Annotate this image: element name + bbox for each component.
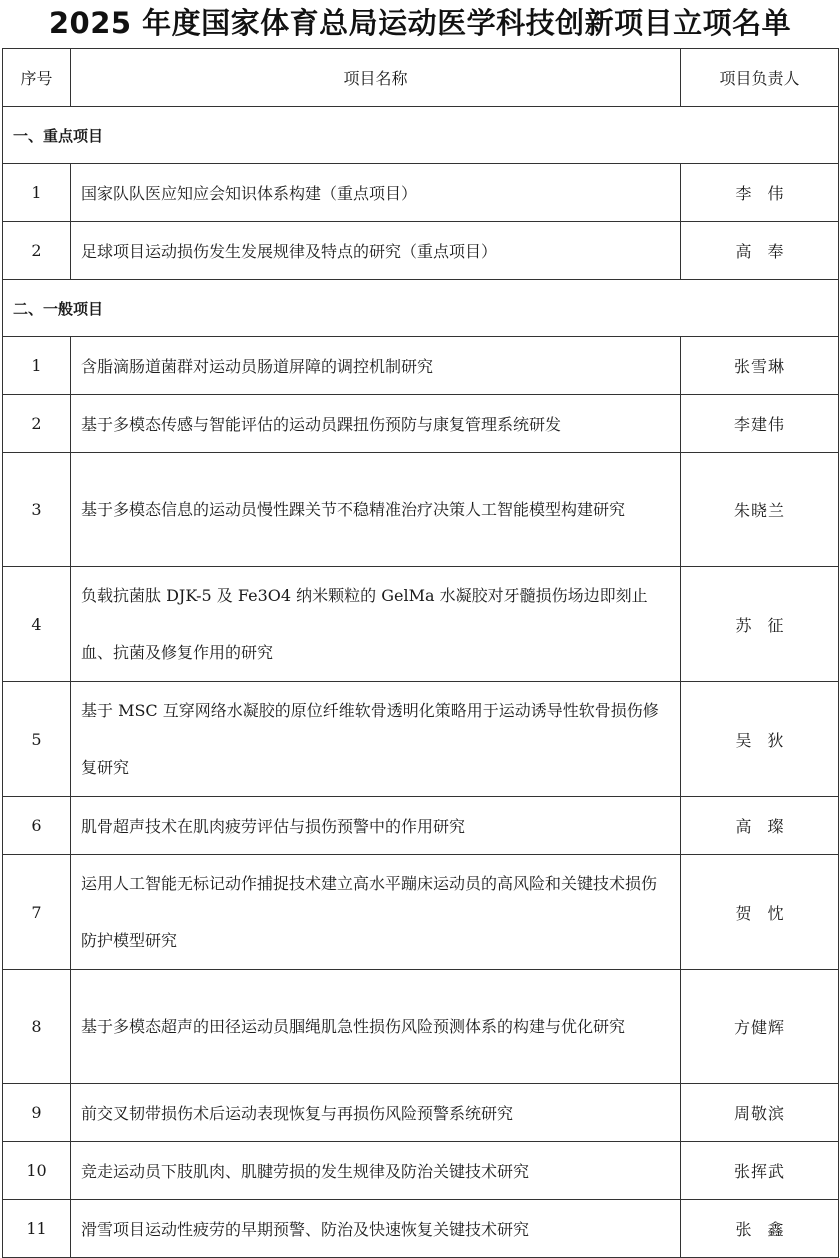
header-project-lead: 项目负责人 [681,49,839,107]
project-lead: 高 奉 [681,222,839,280]
project-lead: 李 伟 [681,164,839,222]
project-table [2,48,839,1258]
section-row-key-projects [3,107,839,164]
row-number: 9 [3,1084,71,1142]
header-number: 序号 [3,49,71,107]
row-number: 4 [3,567,71,682]
project-lead: 贺 忱 [681,855,839,970]
section-row-general-projects [3,280,839,337]
table-row [3,855,839,970]
row-number: 2 [3,395,71,453]
project-name: 运用人工智能无标记动作捕捉技术建立高水平蹦床运动员的高风险和关键技术损伤防护模型研究 [71,855,681,970]
table-row [3,222,839,280]
project-lead: 吴 狄 [681,682,839,797]
row-number: 6 [3,797,71,855]
document-title: 2025 年度国家体育总局运动医学科技创新项目立项名单 [48,6,792,40]
section-title: 二、一般项目 [3,280,839,337]
project-name: 足球项目运动损伤发生发展规律及特点的研究（重点项目） [71,222,681,280]
table-row [3,395,839,453]
row-number: 1 [3,164,71,222]
project-lead: 张雪琳 [681,337,839,395]
table-row [3,970,839,1084]
row-number: 2 [3,222,71,280]
project-name: 滑雪项目运动性疲劳的早期预警、防治及快速恢复关键技术研究 [71,1200,681,1258]
project-name: 含脂滴肠道菌群对运动员肠道屏障的调控机制研究 [71,337,681,395]
table-row [3,797,839,855]
project-name: 肌骨超声技术在肌肉疲劳评估与损伤预警中的作用研究 [71,797,681,855]
section-title: 一、重点项目 [3,107,839,164]
project-name: 竞走运动员下肢肌肉、肌腱劳损的发生规律及防治关键技术研究 [71,1142,681,1200]
row-number: 1 [3,337,71,395]
table-row [3,164,839,222]
header-project-name: 项目名称 [71,49,681,107]
project-name: 基于多模态传感与智能评估的运动员踝扭伤预防与康复管理系统研发 [71,395,681,453]
table-row [3,1084,839,1142]
table-row [3,337,839,395]
project-lead: 张挥武 [681,1142,839,1200]
project-name: 国家队队医应知应会知识体系构建（重点项目） [71,164,681,222]
project-name: 前交叉韧带损伤术后运动表现恢复与再损伤风险预警系统研究 [71,1084,681,1142]
project-name: 负载抗菌肽 DJK-5 及 Fe3O4 纳米颗粒的 GelMa 水凝胶对牙髓损伤场边即刻止血、抗菌及修复作用的研究 [71,567,681,682]
table-row [3,682,839,797]
project-name: 基于多模态超声的田径运动员腘绳肌急性损伤风险预测体系的构建与优化研究 [71,970,681,1084]
project-lead: 高 璨 [681,797,839,855]
row-number: 11 [3,1200,71,1258]
project-lead: 周敬滨 [681,1084,839,1142]
project-lead: 朱晓兰 [681,453,839,567]
row-number: 7 [3,855,71,970]
project-lead: 李建伟 [681,395,839,453]
project-name: 基于多模态信息的运动员慢性踝关节不稳精准治疗决策人工智能模型构建研究 [71,453,681,567]
project-lead: 张 鑫 [681,1200,839,1258]
table-row [3,1142,839,1200]
row-number: 3 [3,453,71,567]
row-number: 8 [3,970,71,1084]
table-row [3,1200,839,1258]
row-number: 5 [3,682,71,797]
table-row [3,567,839,682]
project-lead: 方健辉 [681,970,839,1084]
project-lead: 苏 征 [681,567,839,682]
table-row [3,453,839,567]
row-number: 10 [3,1142,71,1200]
project-name: 基于 MSC 互穿网络水凝胶的原位纤维软骨透明化策略用于运动诱导性软骨损伤修复研究 [71,682,681,797]
table-header-row [3,49,839,107]
